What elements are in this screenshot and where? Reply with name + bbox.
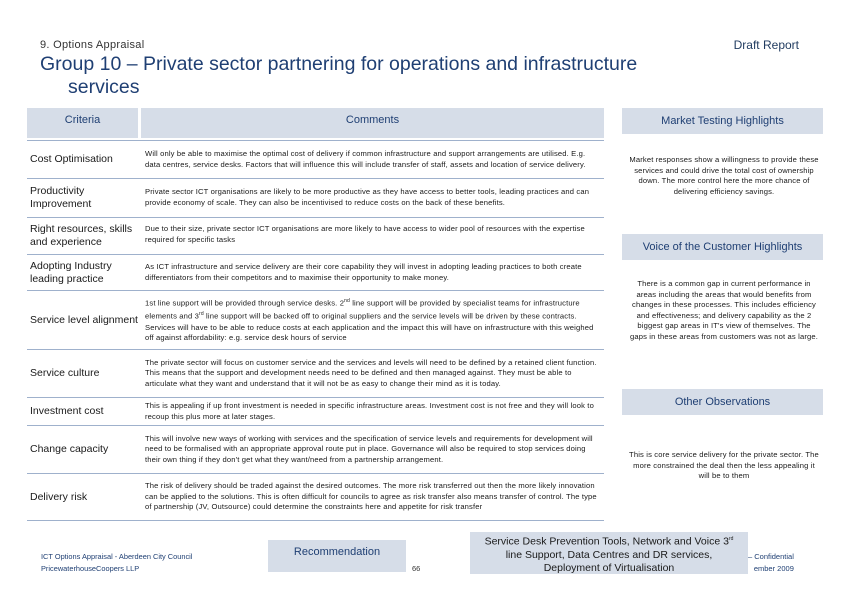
voice-customer-text: There is a common gap in current performance in areas including the areas that would benefits from changes in these processes. This includes efficiency and effectiveness; and delivery capability as the 2 biggest gap areas in IT's view of themselves. The gaps in these areas from customers was not as large. <box>629 279 819 341</box>
criteria-right-resources: Right resources, skills and experience <box>30 223 133 248</box>
criteria-investment-cost: Investment cost <box>30 405 104 417</box>
section-label: 9. Options Appraisal <box>40 39 145 51</box>
footer-left <box>41 551 192 575</box>
comment-industry-practice: As ICT infrastructure and service delivery are their core capability they will invest in adopting leading practices to both create differentiators from their competitors and to maximise their opportunity to make money. <box>145 261 582 282</box>
criteria-header: Criteria <box>27 108 138 138</box>
criteria-change-capacity: Change capacity <box>30 443 109 455</box>
comments-header: Comments <box>141 108 604 138</box>
criteria-service-level: Service level alignment <box>30 313 138 326</box>
comment-service-level <box>145 291 602 349</box>
comment-service-culture: The private sector will focus on customer service and the services and levels will need to be defined by a retained client function. This means that the support and development needs need to be defined and then managed against. They must be able to articulate what they want and understand that it will not be as easy to change their mind as it is today. <box>145 357 597 388</box>
page-title <box>40 53 700 99</box>
criteria-industry-practice: Adopting Industry leading practice <box>30 259 112 285</box>
criteria-cost-optimisation: Cost Optimisation <box>30 153 113 165</box>
draft-label: Draft Report <box>733 38 799 52</box>
comment-right-resources: Due to their size, private sector ICT organisations are more likely to have access to wider pool of resources with the expertise required for specific tasks <box>145 224 585 244</box>
comment-cost-optimisation: Will only be able to maximise the optimal cost of delivery if common infrastructure and support arrangements are utilised. E.g. data centres, service desks. Factors that will influence this will include transfer of staff, assets and location of service delivery. <box>145 148 586 169</box>
market-testing-header: Market Testing Highlights <box>622 108 823 134</box>
other-observations-text: This is core service delivery for the private sector. The more constrained the deal then the less appealing it will be to them <box>629 450 819 481</box>
recommendation-label: Recommendation <box>293 546 381 558</box>
comment-delivery-risk: The risk of delivery should be traded against the desired outcomes. The more risk transferred out then the more likely innovation can be applied to the solutions. This is often difficult for councils to agree as risk transfer also means transfer of control. The type of partnership (JV, Outsource) could determine the constraints here and appetite for risk transfer <box>145 481 597 512</box>
footer-client: ICT Options Appraisal - Aberdeen City Council <box>41 552 193 561</box>
page-number: 66 <box>412 564 421 573</box>
page-title-line1: Group 10 – Private sector partnering for operations and infrastructure <box>40 53 638 75</box>
other-observations-header: Other Observations <box>622 389 823 415</box>
comment-service-level-text: 1st line support will be provided through service desks. 2nd line support will be provided by specialist teams for infrastructure elements and 3rd line support will be backed off to original suppliers and the service levels will be driven by these contracts. Services will have to be able to reduce costs at each application and the impact this will have on infrastructure with this weighed off against affordability: e.g. service desk hours of service <box>145 298 594 343</box>
confidential-label: – Confidential ember 2009 <box>748 552 794 573</box>
criteria-delivery-risk: Delivery risk <box>30 490 88 503</box>
comment-investment-cost: This is appealing if up front investment is needed in specific infrastructure areas. Investment cost is not free and they will look to recoup this plus more at later stages. <box>145 400 594 421</box>
page-title-line2: services <box>68 76 140 98</box>
voice-customer-header: Voice of the Customer Highlights <box>622 234 823 260</box>
footer-firm: PricewaterhouseCoopers LLP <box>41 564 140 573</box>
criteria-productivity: Productivity Improvement <box>30 185 92 210</box>
recommendation-detail: Service Desk Prevention Tools, Network and Voice 3rd line Support, Data Centres and DR services, Deployment of Virtualisation <box>484 535 734 574</box>
comment-change-capacity: This will involve new ways of working with services and the specification of service levels and requirements for development will need to be formalised with an appropriate approval route put in place. Governance will also be required to stop services doing their own thing if they don't get what they want/need from a partnership arrangement. <box>145 433 593 464</box>
comment-productivity: Private sector ICT organisations are likely to be more productive as they have access to better tools, leading practices and can provide economy of scale. They can also be incentivised to reduce costs on the back of these benefits. <box>145 187 590 207</box>
row-divider <box>27 520 604 521</box>
criteria-service-culture: Service culture <box>30 367 100 379</box>
market-testing-text: Market responses show a willingness to provide these services and could drive the total cost of ownership down. The more control here the more chance of delivering efficiency savings. <box>629 155 819 196</box>
